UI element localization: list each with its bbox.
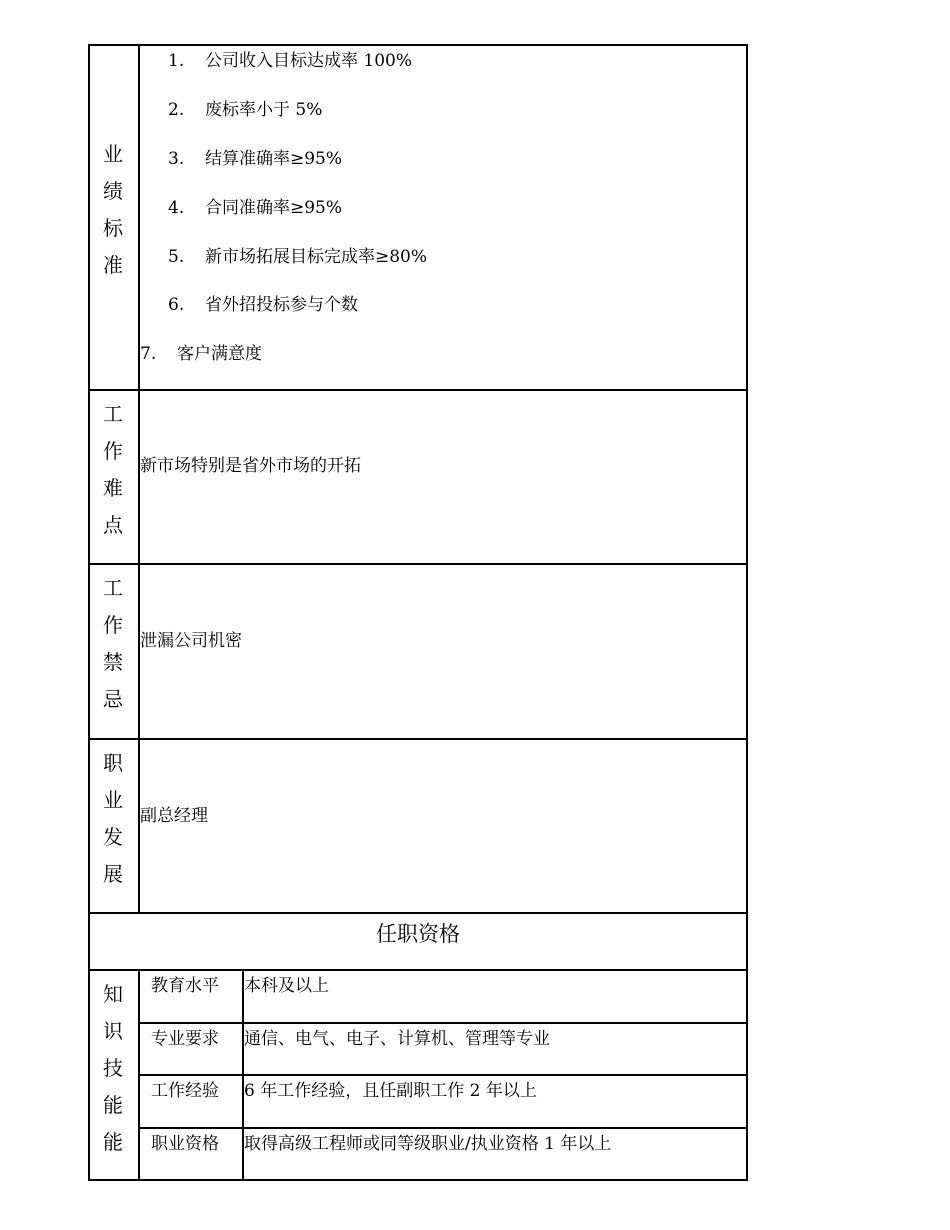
taboo-text: 泄漏公司机密 bbox=[140, 631, 242, 651]
list-item-number: 4. bbox=[168, 198, 185, 218]
qualification-key: 教育水平 bbox=[151, 976, 219, 996]
list-item: 客户满意度 bbox=[177, 344, 262, 364]
list-item-number: 2. bbox=[168, 100, 185, 120]
list-item: 废标率小于 5% bbox=[205, 100, 323, 120]
section-title: 任职资格 bbox=[376, 922, 460, 946]
list-item-number: 3. bbox=[168, 149, 185, 169]
list-item: 结算准确率≥95% bbox=[205, 149, 343, 169]
list-item-number: 1. bbox=[168, 51, 185, 71]
knowledge-skills-label: 知 识 技 能 能 bbox=[103, 982, 123, 1154]
qualification-value: 6 年工作经验，且任副职工作 2 年以上 bbox=[244, 1081, 537, 1101]
qualification-value: 取得高级工程师或同等级职业/执业资格 1 年以上 bbox=[244, 1134, 612, 1154]
list-item: 合同准确率≥95% bbox=[205, 198, 343, 218]
performance-label: 业 绩 标 准 bbox=[103, 142, 123, 277]
list-item-number: 5. bbox=[168, 247, 185, 267]
job-description-table bbox=[88, 44, 748, 1181]
list-item: 新市场拓展目标完成率≥80% bbox=[205, 247, 428, 267]
qualification-value: 通信、电气、电子、计算机、管理等专业 bbox=[244, 1029, 550, 1049]
list-item: 公司收入目标达成率 100% bbox=[205, 51, 413, 71]
difficulty-text: 新市场特别是省外市场的开拓 bbox=[140, 456, 361, 476]
list-item-number: 7. bbox=[140, 344, 157, 364]
qualification-key: 工作经验 bbox=[151, 1081, 219, 1101]
list-item-number: 6. bbox=[168, 295, 185, 315]
qualification-value: 本科及以上 bbox=[244, 976, 329, 996]
qualification-key: 专业要求 bbox=[151, 1029, 219, 1049]
taboo-label: 工 作 禁 忌 bbox=[103, 576, 123, 711]
qualification-key: 职业资格 bbox=[151, 1134, 219, 1154]
career-label: 职 业 发 展 bbox=[103, 751, 123, 886]
career-text: 副总经理 bbox=[140, 806, 208, 826]
difficulty-label: 工 作 难 点 bbox=[103, 402, 123, 537]
list-item: 省外招投标参与个数 bbox=[205, 295, 358, 315]
